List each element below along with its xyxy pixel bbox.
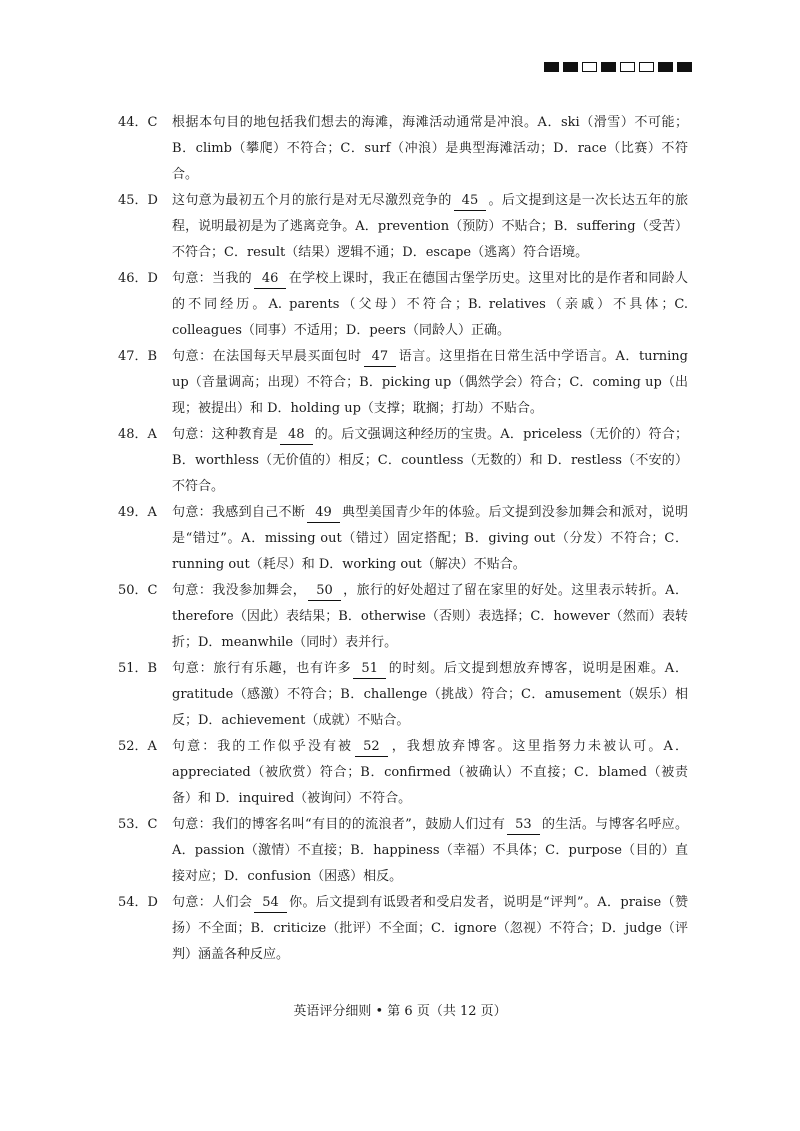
answer-item xyxy=(118,344,688,422)
answer-explanation xyxy=(172,656,688,734)
answer-item xyxy=(118,500,688,578)
answer-item xyxy=(118,890,688,968)
explanation-text: 句意：当我的 xyxy=(172,271,252,286)
answer-item xyxy=(118,578,688,656)
blank-number: 46 xyxy=(254,270,287,289)
explanation-text: 。后文提到这是一次长达五年的旅程，说明最初是为了逃离竞争。A．prevention（预防）不贴合；B．suffering（受苦）不符合；C．result（结果）逻辑不通；D．escape（逃离）符合语境。 xyxy=(172,193,688,260)
answer-explanation xyxy=(172,266,688,344)
blank-number: 47 xyxy=(364,348,397,367)
answer-explanation xyxy=(172,422,688,500)
blank-number: 45 xyxy=(454,192,487,211)
answer-item xyxy=(118,188,688,266)
filled-square-mark xyxy=(677,62,692,72)
explanation-text: 的生活。与博客名呼应。A．passion（激情）不直接；B．happiness（幸福）不具体；C．purpose（目的）直接对应；D．confusion（困惑）相反。 xyxy=(172,817,688,884)
blank-number: 48 xyxy=(280,426,313,445)
explanation-text: 语言。这里指在日常生活中学语言。A．turning up（音量调高；出现）不符合；B．picking up（偶然学会）符合；C．coming up（出现；被提出）和 D．holding up（支撑；耽搁；打劫）不贴合。 xyxy=(172,349,688,416)
blank-number: 53 xyxy=(507,816,540,835)
empty-square-mark xyxy=(639,62,654,72)
empty-square-mark xyxy=(582,62,597,72)
answer-number: 50．C xyxy=(118,583,158,598)
explanation-text: 你。后文提到有诋毁者和受启发者，说明是“评判”。A．praise（赞扬）不全面；B．criticize（批评）不全面；C．ignore（忽视）不符合；D．judge（评判）涵盖各种反应。 xyxy=(172,895,688,962)
answer-item xyxy=(118,656,688,734)
blank-number: 51 xyxy=(353,660,386,679)
answer-explanation xyxy=(172,188,688,266)
answer-number: 51．B xyxy=(118,661,158,676)
answer-explanation xyxy=(172,578,688,656)
answer-explanation xyxy=(172,344,688,422)
page-progress-marks xyxy=(544,62,692,72)
page-footer: 英语评分细则 • 第 6 页（共 12 页） xyxy=(293,1004,507,1019)
explanation-text: 句意：这种教育是 xyxy=(172,427,278,442)
explanation-text: 根据本句目的地包括我们想去的海滩，海滩活动通常是冲浪。A．ski（滑雪）不可能；B．climb（攀爬）不符合；C．surf（冲浪）是典型海滩活动；D．race（比赛）不符合。 xyxy=(172,115,688,182)
answer-item xyxy=(118,734,688,812)
filled-square-mark xyxy=(563,62,578,72)
explanation-text: 的。后文强调这种经历的宝贵。A．priceless（无价的）符合；B．worthless（无价值的）相反；C．countless（无数的）和 D．restless（不安的）不符合。 xyxy=(172,427,688,494)
explanation-text: ，旅行的好处超过了留在家里的好处。这里表示转折。A．therefore（因此）表结果；B．otherwise（否则）表选择；C．however（然而）表转折；D．meanwhile（同时）表并行。 xyxy=(172,583,688,650)
explanation-text: 句意：我没参加舞会， xyxy=(172,583,307,598)
answer-number: 44．C xyxy=(118,115,158,130)
explanation-text: 句意：我的工作似乎没有被 xyxy=(172,739,354,754)
empty-square-mark xyxy=(620,62,635,72)
answer-number: 45．D xyxy=(118,193,158,208)
filled-square-mark xyxy=(544,62,559,72)
explanation-text: 句意：旅行有乐趣，也有许多 xyxy=(172,661,352,676)
explanation-text: 句意：人们会 xyxy=(172,895,253,910)
blank-number: 52 xyxy=(355,738,388,757)
answer-explanation xyxy=(172,890,688,968)
answer-explanation xyxy=(172,110,688,188)
explanation-text: ，我想放弃博客。这里指努力未被认可。A．appreciated（被欣赏）符合；B．confirmed（被确认）不直接；C．blamed（被责备）和 D．inquired（被询问）不符合。 xyxy=(172,739,688,806)
blank-number: 49 xyxy=(307,504,340,523)
answer-explanation xyxy=(172,812,688,890)
answer-item xyxy=(118,110,688,188)
explanation-text: 这句意为最初五个月的旅行是对无尽激烈竞争的 xyxy=(172,193,452,208)
explanation-text: 句意：我感到自己不断 xyxy=(172,505,306,520)
answer-number: 54．D xyxy=(118,895,158,910)
answer-item xyxy=(118,266,688,344)
answer-explanation xyxy=(172,500,688,578)
answer-explanation xyxy=(172,734,688,812)
blank-number: 50 xyxy=(308,582,341,601)
explanation-text: 句意：我们的博客名叫“有目的的流浪者”，鼓励人们过有 xyxy=(172,817,506,832)
answer-item xyxy=(118,422,688,500)
answer-item xyxy=(118,812,688,890)
answer-number: 46．D xyxy=(118,271,158,286)
explanation-text: 句意：在法国每天早晨买面包时 xyxy=(172,349,362,364)
explanation-text: 典型美国青少年的体验。后文提到没参加舞会和派对，说明是“错过”。A．missing out（错过）固定搭配；B．giving out（分发）不符合；C．running out（耗尽）和 D．working out（解决）不贴合。 xyxy=(172,505,688,572)
blank-number: 54 xyxy=(254,894,287,913)
filled-square-mark xyxy=(658,62,673,72)
explanation-text: 的时刻。后文提到想放弃博客，说明是困难。A．gratitude（感激）不符合；B．challenge（挑战）符合；C．amusement（娱乐）相反；D．achievement（成就）不贴合。 xyxy=(172,661,688,728)
answer-number: 53．C xyxy=(118,817,158,832)
answer-explanations xyxy=(118,110,688,968)
answer-number: 52．A xyxy=(118,739,157,754)
filled-square-mark xyxy=(601,62,616,72)
answer-number: 48．A xyxy=(118,427,157,442)
answer-number: 47．B xyxy=(118,349,158,364)
explanation-text: 在学校上课时，我正在德国古堡学历史。这里对比的是作者和同龄人的不同经历。A. parents（父母）不符合；B. relatives（亲戚）不具体；C. colleagues（同事）不适用；D．peers（同龄人）正确。 xyxy=(172,271,688,338)
answer-number: 49．A xyxy=(118,505,157,520)
